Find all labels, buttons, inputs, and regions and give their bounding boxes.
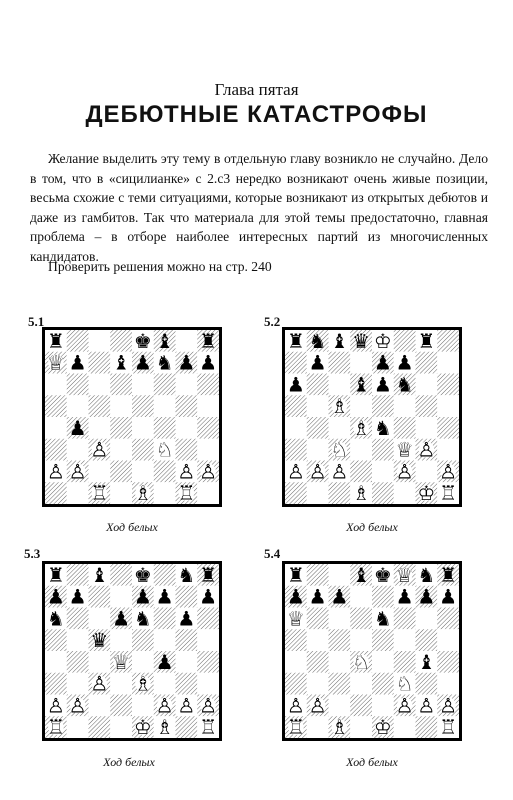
black-rook-icon: ♜: [417, 330, 436, 353]
light-square: [329, 417, 351, 439]
light-square: [89, 695, 111, 717]
white-knight-icon: ♘: [330, 437, 349, 462]
white-pawn-icon: ♙: [417, 693, 436, 718]
light-square: [45, 651, 67, 673]
dark-square: [67, 564, 89, 586]
dark-square: [350, 695, 372, 717]
light-square: [89, 651, 111, 673]
dark-square: [176, 629, 198, 651]
dark-square: [176, 673, 198, 695]
light-square: [372, 651, 394, 673]
light-square: [197, 482, 219, 504]
black-pawn-icon: ♟: [68, 584, 87, 609]
chess-board-5-1: [42, 327, 222, 507]
white-queen-icon: ♕: [395, 564, 414, 587]
light-square: [67, 439, 89, 461]
black-king-icon: ♚: [373, 564, 392, 587]
light-square: [437, 352, 459, 374]
dark-square: [394, 608, 416, 630]
diagram-label-5-3: 5.3: [24, 546, 41, 561]
black-rook-icon: ♜: [439, 564, 458, 587]
white-king-icon: ♔: [373, 330, 392, 353]
dark-square: [89, 716, 111, 738]
dark-square: [67, 608, 89, 630]
light-square: [89, 461, 111, 483]
dark-square: [372, 439, 394, 461]
light-square: [110, 439, 132, 461]
white-pawn-icon: ♙: [90, 671, 109, 696]
dark-square: [372, 586, 394, 608]
dark-square: [67, 651, 89, 673]
white-pawn-icon: ♙: [177, 693, 196, 718]
dark-square: [110, 330, 132, 352]
light-square: [307, 716, 329, 738]
white-rook-icon: ♖: [46, 715, 65, 738]
black-rook-icon: ♜: [199, 330, 218, 353]
black-bishop-icon: ♝: [330, 330, 349, 353]
dark-square: [110, 461, 132, 483]
light-square: [197, 629, 219, 651]
light-square: [89, 374, 111, 396]
dark-square: [154, 461, 176, 483]
white-rook-icon: ♖: [90, 481, 109, 504]
chapter-title: ДЕБЮТНЫЕ КАТАСТРОФЫ: [85, 101, 428, 128]
light-square: [372, 695, 394, 717]
white-pawn-icon: ♙: [199, 693, 218, 718]
white-king-icon: ♔: [417, 481, 436, 504]
white-rook-icon: ♖: [439, 715, 458, 738]
dark-square: [132, 395, 154, 417]
white-knight-icon: ♘: [352, 649, 371, 674]
dark-square: [285, 352, 307, 374]
dark-square: [176, 716, 198, 738]
light-square: [350, 716, 372, 738]
dark-square: [45, 482, 67, 504]
diagram-caption-5-1: Ход белых: [106, 520, 158, 534]
light-square: [437, 395, 459, 417]
white-knight-icon: ♘: [395, 671, 414, 696]
dark-square: [176, 439, 198, 461]
white-pawn-icon: ♙: [68, 459, 87, 484]
light-square: [394, 395, 416, 417]
light-square: [110, 482, 132, 504]
black-pawn-icon: ♟: [439, 584, 458, 609]
dark-square: [132, 629, 154, 651]
dark-square: [67, 374, 89, 396]
light-square: [176, 374, 198, 396]
black-pawn-icon: ♟: [133, 584, 152, 609]
diagram-caption-5-3: Ход белых: [103, 755, 155, 769]
white-queen-icon: ♕: [112, 649, 131, 674]
white-pawn-icon: ♙: [395, 693, 414, 718]
black-pawn-icon: ♟: [155, 649, 174, 674]
dark-square: [154, 608, 176, 630]
light-square: [416, 461, 438, 483]
black-pawn-icon: ♟: [417, 584, 436, 609]
black-bishop-icon: ♝: [352, 372, 371, 397]
dark-square: [110, 374, 132, 396]
light-square: [89, 417, 111, 439]
dark-square: [197, 608, 219, 630]
light-square: [45, 374, 67, 396]
light-square: [285, 651, 307, 673]
light-square: [176, 330, 198, 352]
dark-square: [285, 482, 307, 504]
black-bishop-icon: ♝: [417, 649, 436, 674]
dark-square: [394, 330, 416, 352]
diagram-label-5-2: 5.2: [264, 314, 281, 329]
black-pawn-icon: ♟: [68, 350, 87, 375]
light-square: [110, 395, 132, 417]
light-square: [67, 629, 89, 651]
dark-square: [329, 673, 351, 695]
light-square: [110, 586, 132, 608]
dark-square: [45, 629, 67, 651]
white-queen-icon: ♕: [286, 606, 305, 631]
dark-square: [437, 374, 459, 396]
black-bishop-icon: ♝: [112, 350, 131, 375]
light-square: [350, 673, 372, 695]
black-pawn-icon: ♟: [68, 415, 87, 440]
dark-square: [329, 629, 351, 651]
black-knight-icon: ♞: [395, 372, 414, 397]
white-pawn-icon: ♙: [155, 693, 174, 718]
black-knight-icon: ♞: [155, 350, 174, 375]
black-rook-icon: ♜: [46, 564, 65, 587]
black-pawn-icon: ♟: [177, 350, 196, 375]
light-square: [154, 482, 176, 504]
diagram-caption-5-4: Ход белых: [346, 755, 398, 769]
dark-square: [285, 439, 307, 461]
black-bishop-icon: ♝: [90, 564, 109, 587]
dark-square: [307, 651, 329, 673]
white-queen-icon: ♕: [395, 437, 414, 462]
dark-square: [437, 330, 459, 352]
light-square: [285, 417, 307, 439]
dark-square: [350, 461, 372, 483]
diagram-caption-5-2: Ход белых: [346, 520, 398, 534]
white-pawn-icon: ♙: [395, 459, 414, 484]
light-square: [350, 439, 372, 461]
light-square: [329, 374, 351, 396]
light-square: [132, 695, 154, 717]
white-pawn-icon: ♙: [417, 437, 436, 462]
black-knight-icon: ♞: [46, 606, 65, 631]
dark-square: [416, 629, 438, 651]
dark-square: [394, 417, 416, 439]
black-pawn-icon: ♟: [330, 584, 349, 609]
chapter-heading: Глава пятая: [214, 80, 299, 99]
black-pawn-icon: ♟: [308, 350, 327, 375]
light-square: [437, 629, 459, 651]
light-square: [154, 395, 176, 417]
light-square: [176, 417, 198, 439]
white-bishop-icon: ♗: [133, 671, 152, 696]
white-bishop-icon: ♗: [330, 394, 349, 419]
dark-square: [285, 629, 307, 651]
black-knight-icon: ♞: [308, 330, 327, 353]
dark-square: [307, 608, 329, 630]
black-pawn-icon: ♟: [199, 350, 218, 375]
dark-square: [329, 482, 351, 504]
black-pawn-icon: ♟: [308, 584, 327, 609]
black-pawn-icon: ♟: [395, 350, 414, 375]
light-square: [132, 461, 154, 483]
light-square: [307, 629, 329, 651]
black-king-icon: ♚: [133, 330, 152, 353]
solutions-reference: Проверить решения можно на стр. 240: [48, 259, 272, 274]
dark-square: [45, 439, 67, 461]
light-square: [89, 608, 111, 630]
white-rook-icon: ♖: [199, 715, 218, 738]
chess-board-5-3: [42, 561, 222, 741]
dark-square: [197, 374, 219, 396]
light-square: [176, 651, 198, 673]
light-square: [329, 695, 351, 717]
dark-square: [45, 673, 67, 695]
light-square: [307, 673, 329, 695]
white-pawn-icon: ♙: [308, 459, 327, 484]
dark-square: [437, 651, 459, 673]
dark-square: [197, 651, 219, 673]
diagram-label-5-4: 5.4: [264, 546, 281, 561]
light-square: [416, 417, 438, 439]
white-pawn-icon: ♙: [199, 459, 218, 484]
light-square: [329, 608, 351, 630]
black-pawn-icon: ♟: [373, 350, 392, 375]
dark-square: [416, 716, 438, 738]
white-pawn-icon: ♙: [439, 459, 458, 484]
dark-square: [416, 352, 438, 374]
chess-board-5-4: [282, 561, 462, 741]
light-square: [394, 716, 416, 738]
dark-square: [372, 482, 394, 504]
dark-square: [154, 417, 176, 439]
black-knight-icon: ♞: [177, 564, 196, 587]
white-bishop-icon: ♗: [352, 415, 371, 440]
dark-square: [110, 564, 132, 586]
dark-square: [89, 395, 111, 417]
dark-square: [197, 417, 219, 439]
white-rook-icon: ♖: [177, 481, 196, 504]
black-bishop-icon: ♝: [352, 564, 371, 587]
dark-square: [372, 395, 394, 417]
light-square: [132, 374, 154, 396]
light-square: [89, 330, 111, 352]
black-knight-icon: ♞: [417, 564, 436, 587]
white-bishop-icon: ♗: [330, 715, 349, 738]
dark-square: [154, 374, 176, 396]
dark-square: [307, 564, 329, 586]
light-square: [350, 352, 372, 374]
black-pawn-icon: ♟: [46, 584, 65, 609]
chess-board-5-2: [282, 327, 462, 507]
black-pawn-icon: ♟: [286, 372, 305, 397]
light-square: [350, 629, 372, 651]
black-pawn-icon: ♟: [199, 584, 218, 609]
black-queen-icon: ♛: [90, 628, 109, 653]
black-rook-icon: ♜: [286, 330, 305, 353]
black-rook-icon: ♜: [46, 330, 65, 353]
dark-square: [176, 586, 198, 608]
black-pawn-icon: ♟: [112, 606, 131, 631]
light-square: [197, 395, 219, 417]
dark-square: [307, 417, 329, 439]
white-bishop-icon: ♗: [155, 715, 174, 738]
light-square: [45, 417, 67, 439]
light-square: [394, 629, 416, 651]
dark-square: [416, 395, 438, 417]
dark-square: [416, 673, 438, 695]
light-square: [110, 629, 132, 651]
white-pawn-icon: ♙: [177, 459, 196, 484]
dark-square: [176, 395, 198, 417]
dark-square: [372, 673, 394, 695]
black-queen-icon: ♛: [352, 330, 371, 353]
black-king-icon: ♚: [133, 564, 152, 587]
white-rook-icon: ♖: [286, 715, 305, 738]
light-square: [154, 673, 176, 695]
dark-square: [285, 673, 307, 695]
dark-square: [110, 417, 132, 439]
light-square: [350, 586, 372, 608]
light-square: [329, 564, 351, 586]
light-square: [67, 673, 89, 695]
black-rook-icon: ♜: [199, 564, 218, 587]
black-rook-icon: ♜: [286, 564, 305, 587]
black-bishop-icon: ♝: [155, 330, 174, 353]
light-square: [437, 673, 459, 695]
dark-square: [329, 352, 351, 374]
black-knight-icon: ♞: [133, 606, 152, 631]
light-square: [197, 439, 219, 461]
dark-square: [394, 651, 416, 673]
white-bishop-icon: ♗: [352, 481, 371, 504]
light-square: [416, 374, 438, 396]
white-queen-icon: ♕: [46, 350, 65, 375]
light-square: [67, 395, 89, 417]
black-knight-icon: ♞: [373, 606, 392, 631]
white-rook-icon: ♖: [439, 481, 458, 504]
black-pawn-icon: ♟: [373, 372, 392, 397]
light-square: [132, 417, 154, 439]
dark-square: [67, 330, 89, 352]
dark-square: [350, 608, 372, 630]
dark-square: [154, 564, 176, 586]
dark-square: [307, 374, 329, 396]
white-pawn-icon: ♙: [286, 693, 305, 718]
light-square: [67, 482, 89, 504]
light-square: [437, 439, 459, 461]
dark-square: [110, 695, 132, 717]
black-pawn-icon: ♟: [395, 584, 414, 609]
white-king-icon: ♔: [133, 715, 152, 738]
white-pawn-icon: ♙: [308, 693, 327, 718]
diagram-label-5-1: 5.1: [28, 314, 45, 329]
light-square: [67, 716, 89, 738]
light-square: [132, 651, 154, 673]
dark-square: [45, 395, 67, 417]
light-square: [307, 395, 329, 417]
light-square: [197, 673, 219, 695]
dark-square: [132, 439, 154, 461]
dark-square: [89, 586, 111, 608]
black-pawn-icon: ♟: [155, 584, 174, 609]
white-pawn-icon: ♙: [46, 693, 65, 718]
light-square: [307, 439, 329, 461]
light-square: [329, 651, 351, 673]
white-pawn-icon: ♙: [330, 459, 349, 484]
light-square: [372, 461, 394, 483]
dark-square: [285, 395, 307, 417]
black-pawn-icon: ♟: [286, 584, 305, 609]
intro-paragraph: Желание выделить эту тему в отдельную главу возникло не случайно. Дело в том, что в «сицилианке» с 2.c3 нередко возникают очень живые позиции, весьма схожие с теми ситуациями, которые возникают из открытых дебютов и даже из гамбитов. Так что материала для этой темы предостаточно, главная проблема – в отборе наиболее интересных партий из многочисленных кандидатов.: [30, 151, 488, 264]
dark-square: [372, 629, 394, 651]
dark-square: [89, 352, 111, 374]
black-pawn-icon: ♟: [133, 350, 152, 375]
white-pawn-icon: ♙: [68, 693, 87, 718]
light-square: [416, 608, 438, 630]
white-pawn-icon: ♙: [286, 459, 305, 484]
white-pawn-icon: ♙: [90, 437, 109, 462]
white-pawn-icon: ♙: [46, 459, 65, 484]
white-knight-icon: ♘: [155, 437, 174, 462]
light-square: [154, 629, 176, 651]
black-knight-icon: ♞: [373, 415, 392, 440]
light-square: [350, 395, 372, 417]
white-pawn-icon: ♙: [439, 693, 458, 718]
black-pawn-icon: ♟: [177, 606, 196, 631]
light-square: [394, 482, 416, 504]
light-square: [110, 673, 132, 695]
light-square: [307, 482, 329, 504]
white-king-icon: ♔: [373, 715, 392, 738]
dark-square: [437, 417, 459, 439]
white-bishop-icon: ♗: [133, 481, 152, 504]
dark-square: [437, 608, 459, 630]
light-square: [110, 716, 132, 738]
